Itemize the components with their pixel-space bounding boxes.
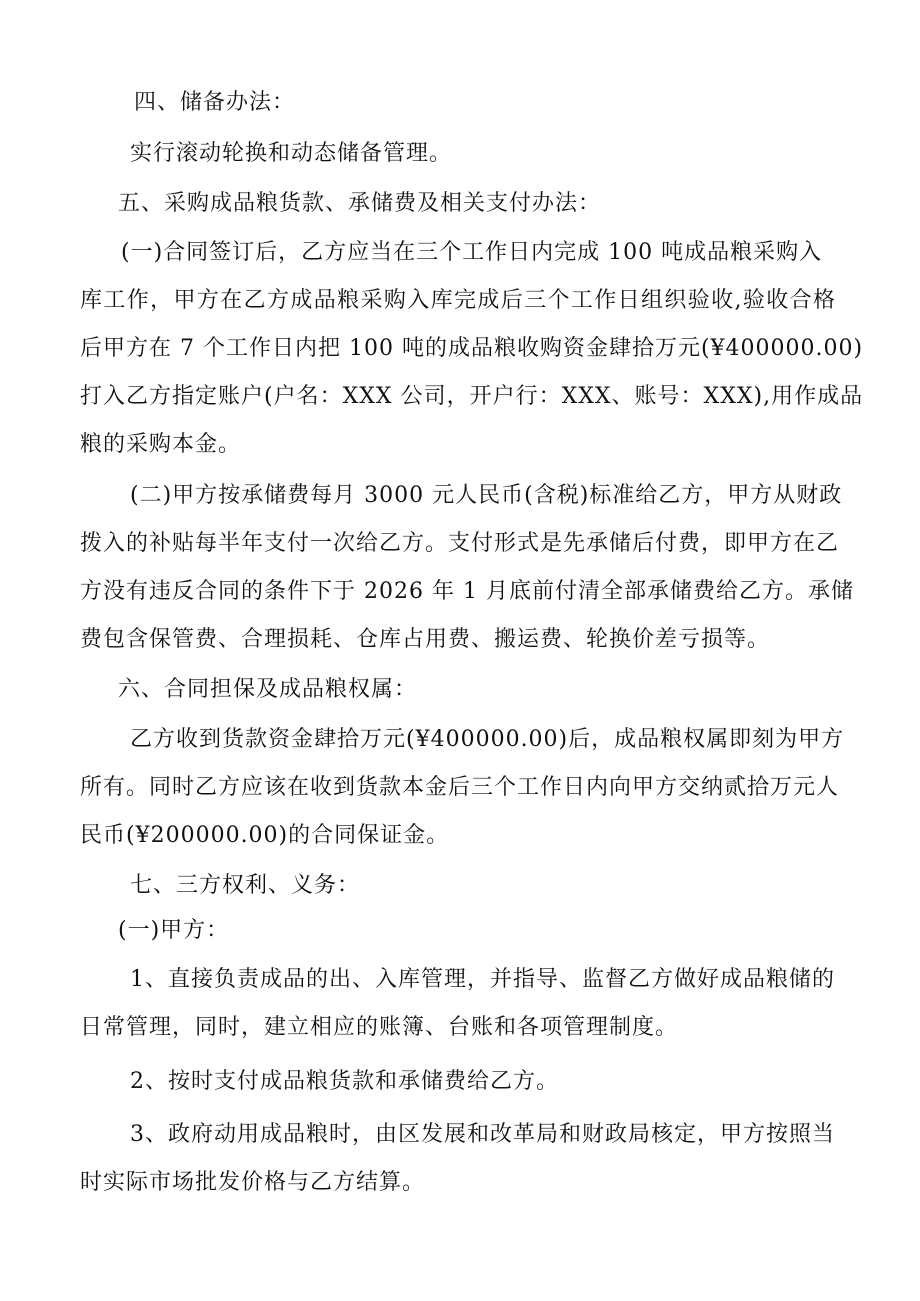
paragraph-line: 2、按时支付成品粮货款和承储费给乙方。: [130, 1069, 559, 1094]
paragraph-line: 日常管理，同时，建立相应的账簿、台账和各项管理制度。: [80, 1015, 679, 1040]
paragraph-line: 库工作，甲方在乙方成品粮采购入库完成后三个工作日组织验收,验收合格: [80, 288, 836, 313]
paragraph-line: (一)合同签订后，乙方应当在三个工作日内完成 100 吨成品粮采购入: [121, 240, 823, 265]
paragraph-line: 费包含保管费、合理损耗、仓库占用费、搬运费、轮换价差亏损等。: [80, 627, 771, 652]
paragraph-line: 时实际市场批发价格与乙方结算。: [80, 1170, 426, 1195]
paragraph-line: 1、直接负责成品的出、入库管理，并指导、监督乙方做好成品粮储的: [130, 967, 835, 992]
subsection-heading: (一)甲方：: [118, 918, 230, 943]
paragraph-line: 3、政府动用成品粮时，由区发展和改革局和财政局核定，甲方按照当: [130, 1122, 835, 1147]
section-heading-7: 七、三方权利、义务：: [130, 873, 361, 898]
paragraph-line: 所有。同时乙方应该在收到货款本金后三个工作日内向甲方交纳贰拾万元人: [80, 775, 840, 800]
paragraph-line: (二)甲方按承储费每月 3000 元人民币(含税)标准给乙方，甲方从财政: [130, 483, 843, 508]
paragraph-line: 乙方收到货款资金肆拾万元(¥400000.00)后，成品粮权属即刻为甲方: [130, 727, 845, 752]
paragraph-line: 民币(¥200000.00)的合同保证金。: [80, 823, 450, 848]
section-heading-6: 六、合同担保及成品粮权属：: [118, 677, 418, 702]
section-heading-5: 五、采购成品粮货款、承储费及相关支付办法：: [118, 191, 602, 216]
paragraph-line: 拨入的补贴每半年支付一次给乙方。支付形式是先承储后付费，即甲方在乙: [80, 531, 840, 556]
paragraph-line: 实行滚动轮换和动态储备管理。: [130, 141, 453, 166]
paragraph-line: 后甲方在 7 个工作日内把 100 吨的成品粮收购资金肆拾万元(¥400000.00): [80, 336, 864, 361]
paragraph-line: 打入乙方指定账户(户名：XXX 公司，开户行：XXX、账号：XXX),用作成品: [80, 384, 864, 409]
paragraph-line: 粮的采购本金。: [80, 432, 242, 457]
section-heading-4: 四、储备办法：: [134, 90, 296, 115]
paragraph-line: 方没有违反合同的条件下于 2026 年 1 月底前付清全部承储费给乙方。承储: [80, 579, 854, 604]
